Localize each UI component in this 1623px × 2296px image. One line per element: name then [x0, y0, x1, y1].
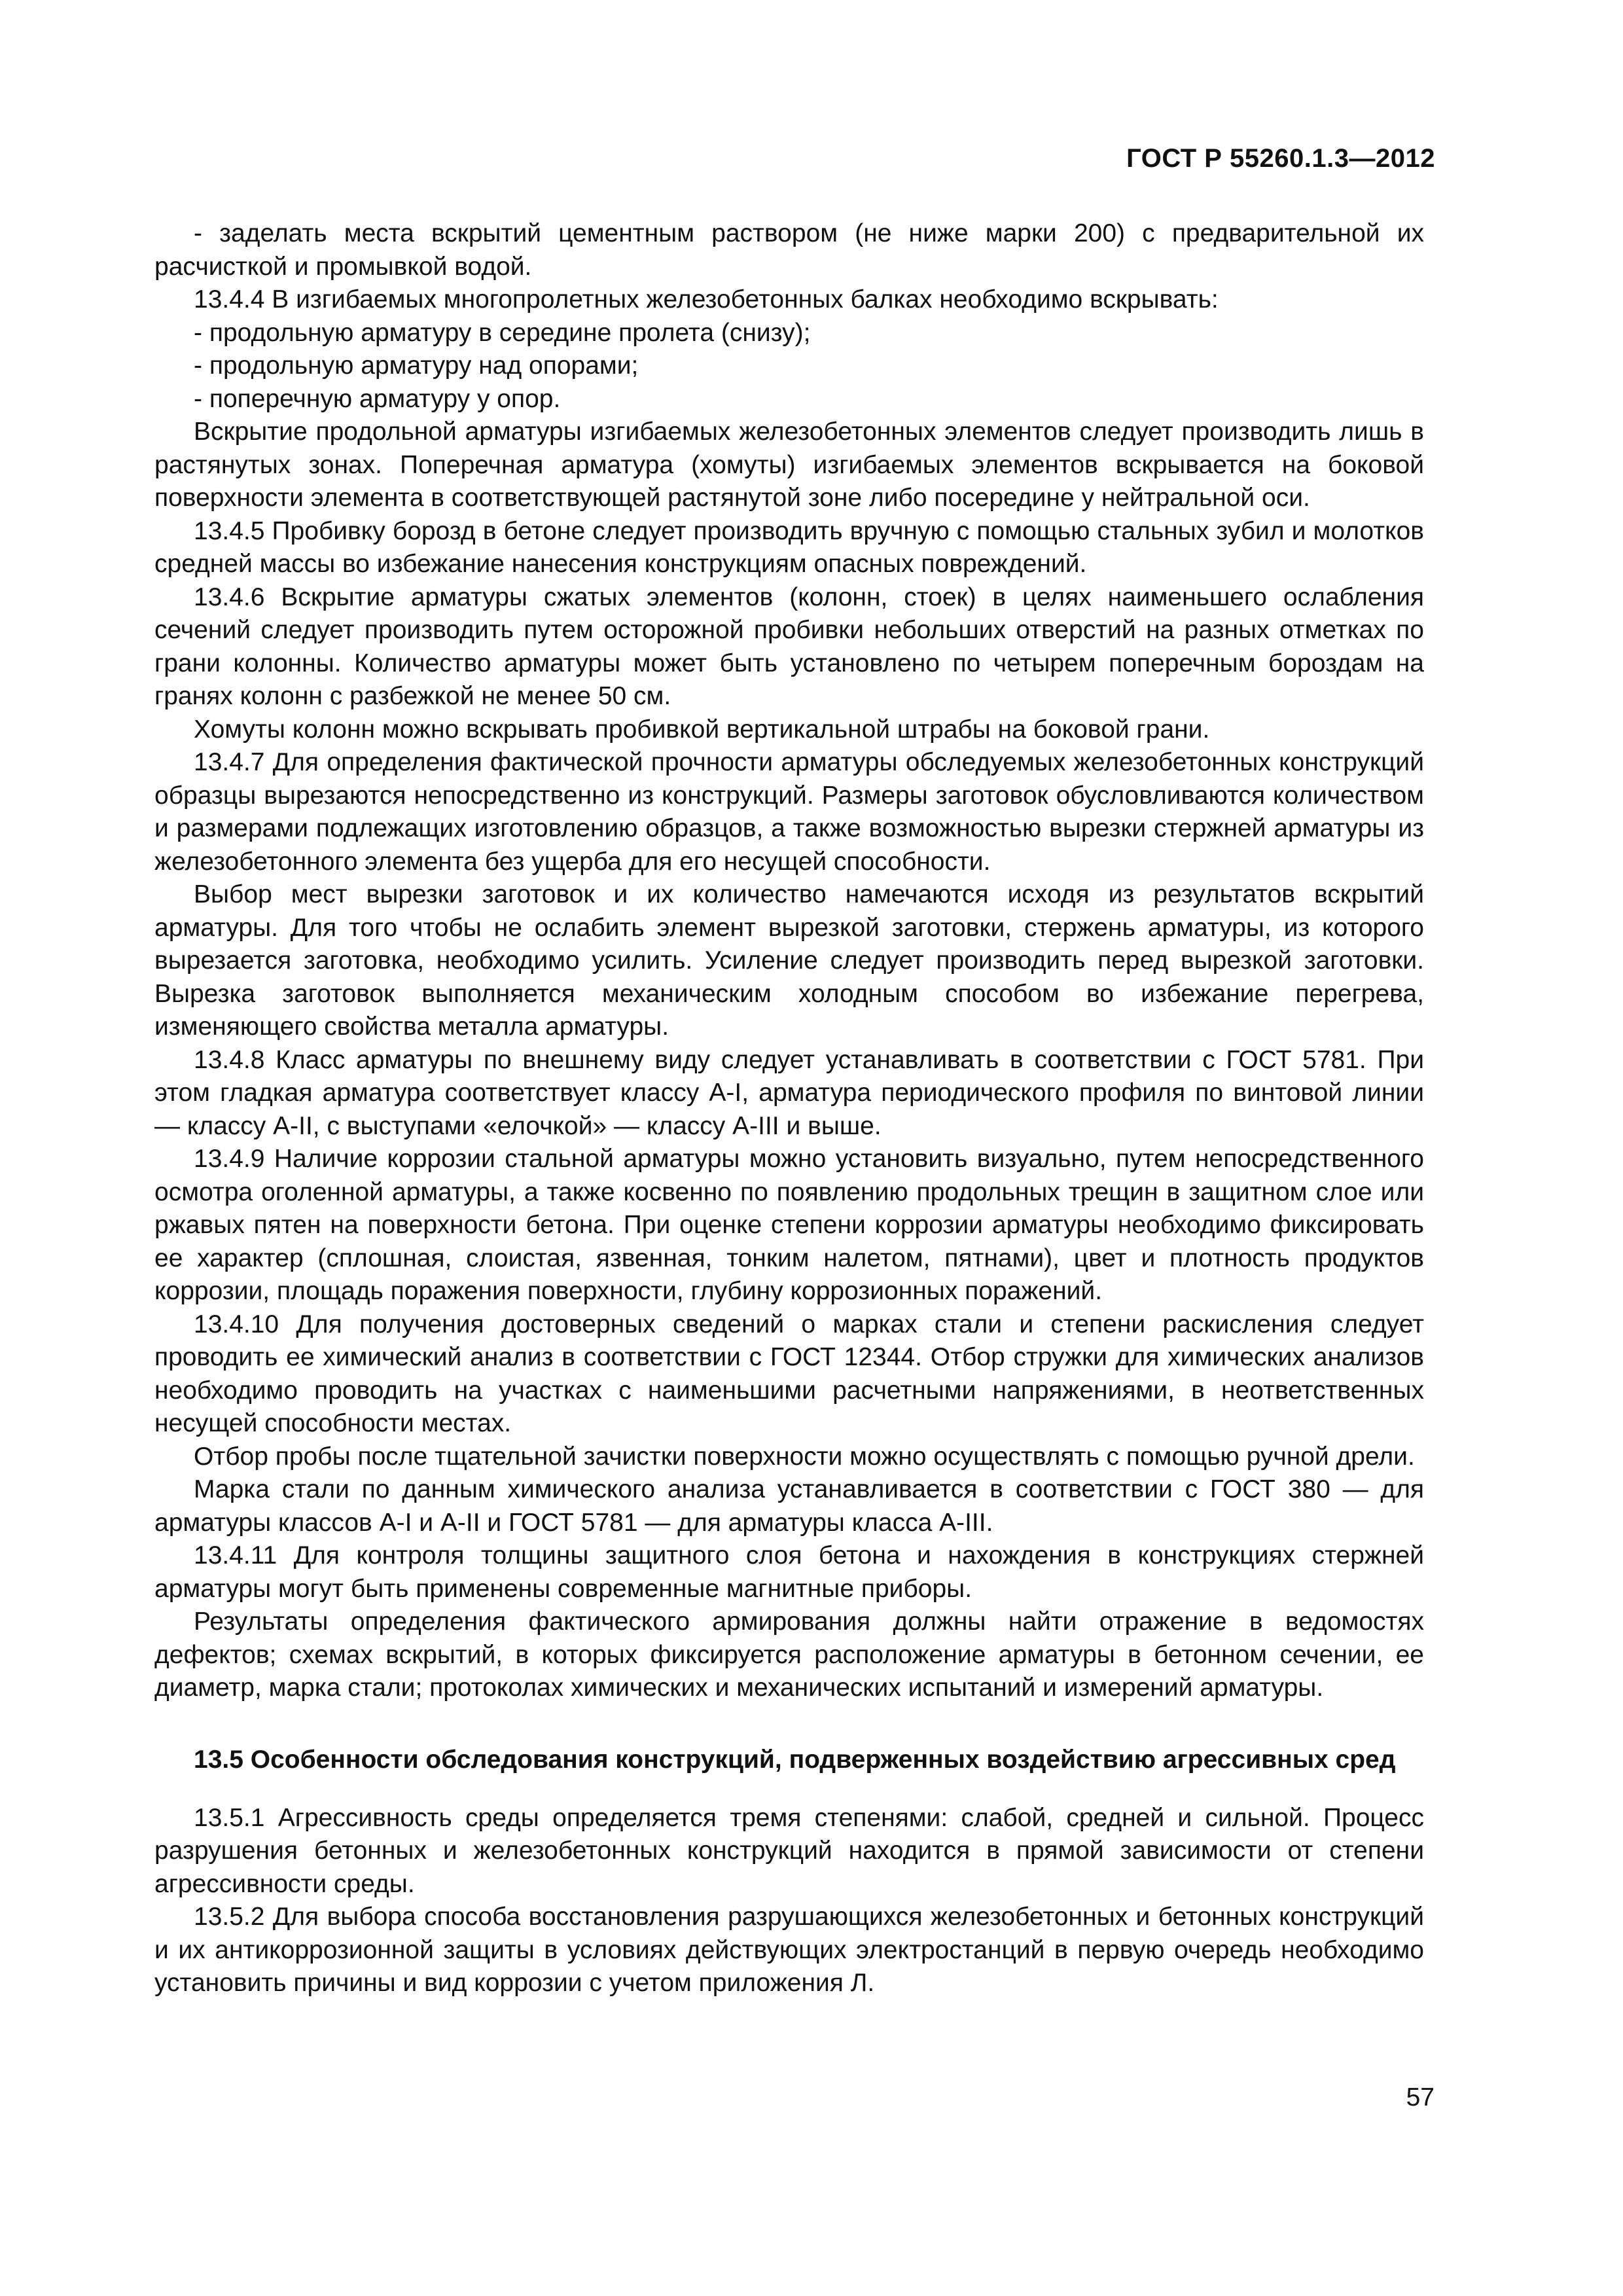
paragraph: 13.5.2 Для выбора способа восстановления разрушающихся железобетонных и бетонных конструкций и их антикоррозионной защиты в условиях действующих электростанций в первую очередь необходимо установить причины и вид коррозии с учетом приложения Л. — [154, 1903, 1424, 1997]
paragraph: 13.5.1 Агрессивность среды определяется тремя степенями: слабой, средней и сильной. Процесс разрушения бетонных и железобетонных конструкций находится в прямой зависимости от степени агрессивности среды. — [154, 1803, 1424, 1898]
paragraph: Отбор пробы после тщательной зачистки поверхности можно осуществлять с помощью ручной дрели. — [194, 1442, 1415, 1471]
paragraph: 13.4.6 Вскрытие арматуры сжатых элементов (колонн, стоек) в целях наименьшего ослабления сечений следует производить путем осторожной пробивки небольших отверстий на разных отметках по грани колонны. Количество арматуры может быть установлено по четырем поперечным бороздам на гранях колонн с разбежкой не менее 50 см. — [154, 583, 1424, 710]
paragraph: 13.4.8 Класс арматуры по внешнему виду следует устанавливать в соответствии с ГОСТ 5781. При этом гладкая арматура соответствует классу А-I, арматура периодического профиля по винтовой линии — классу А-II, с выступами «елочкой» — классу А-III и выше. — [154, 1045, 1424, 1140]
section-heading: 13.5 Особенности обследования конструкций, подверженных воздействию агрессивных сред — [194, 1745, 1396, 1774]
page-number: 57 — [1406, 2083, 1435, 2111]
paragraph: 13.4.11 Для контроля толщины защитного слоя бетона и нахождения в конструкциях стержней арматуры могут быть применены современные магнитные приборы. — [154, 1541, 1424, 1603]
paragraph: 13.4.7 Для определения фактической прочности арматуры обследуемых железобетонных конструкций образцы вырезаются непосредственно из конструкций. Размеры заготовок обусловливаются количеством и размерами подлежащих изготовлению образцов, а также возможностью вырезки стержней арматуры из железобетонного элемента без ущерба для его несущей способности. — [154, 748, 1424, 876]
paragraph: - продольную арматуру в середине пролета (снизу); — [194, 318, 811, 347]
paragraph: 13.4.5 Пробивку борозд в бетоне следует производить вручную с помощью стальных зубил и молотков средней массы во избежание нанесения конструкциям опасных повреждений. — [154, 516, 1424, 578]
paragraph: - поперечную арматуру у опор. — [194, 384, 561, 413]
paragraph: Выбор мест вырезки заготовок и их количество намечаются исходя из результатов вскрытий арматуры. Для того чтобы не ослабить элемент вырезкой заготовки, стержень арматуры, из которого вырезается заготовка, необходимо усилить. Усиление следует производить перед вырезкой заготовки. Вырезка заготовок выполняется механическим холодным способом во избежание перегрева, изменяющего свойства металла арматуры. — [154, 880, 1424, 1041]
paragraph: 13.4.9 Наличие коррозии стальной арматуры можно установить визуально, путем непосредственного осмотра оголенной арматуры, а также косвенно по появлению продольных трещин в защитном слое или ржавых пятен на поверхности бетона. При оценке степени коррозии арматуры необходимо фиксировать ее характер (сплошная, слоистая, язвенная, тонким налетом, пятнами), цвет и плотность продуктов коррозии, площадь поражения поверхности, глубину коррозионных поражений. — [154, 1145, 1424, 1305]
standard-code-header: ГОСТ Р 55260.1.3—2012 — [1126, 144, 1435, 173]
paragraph: Вскрытие продольной арматуры изгибаемых железобетонных элементов следует производить лишь в растянутых зонах. Поперечная арматура (хомуты) изгибаемых элементов вскрывается на боковой поверхности элемента в соответствующей растянутой зоне либо посередине у нейтральной оси. — [154, 418, 1424, 512]
paragraph: 13.4.4 В изгибаемых многопролетных железобетонных балках необходимо вскрывать: — [194, 285, 1219, 314]
paragraph: Марка стали по данным химического анализа устанавливается в соответствии с ГОСТ 380 — для арматуры классов А-I и А-II и ГОСТ 5781 — для арматуры класса А-III. — [154, 1475, 1424, 1537]
paragraph: Хомуты колонн можно вскрывать пробивкой вертикальной штрабы на боковой грани. — [194, 715, 1210, 744]
body-text — [154, 217, 1424, 2000]
paragraph: Результаты определения фактического армирования должны найти отражение в ведомостях дефектов; схемах вскрытий, в которых фиксируется расположение арматуры в бетонном сечении, ее диаметр, марка стали; протоколах химических и механических испытаний и измерений арматуры. — [154, 1607, 1424, 1702]
paragraph: 13.4.10 Для получения достоверных сведений о марках стали и степени раскисления следует проводить ее химический анализ в соответствии с ГОСТ 12344. Отбор стружки для химических анализов необходимо проводить на участках с наименьшими расчетными напряжениями, в неответственных несущей способности местах. — [154, 1310, 1424, 1437]
paragraph: - продольную арматуру над опорами; — [194, 351, 639, 380]
paragraph: - заделать места вскрытий цементным раствором (не ниже марки 200) с предварительной их расчисткой и промывкой водой. — [154, 219, 1424, 281]
